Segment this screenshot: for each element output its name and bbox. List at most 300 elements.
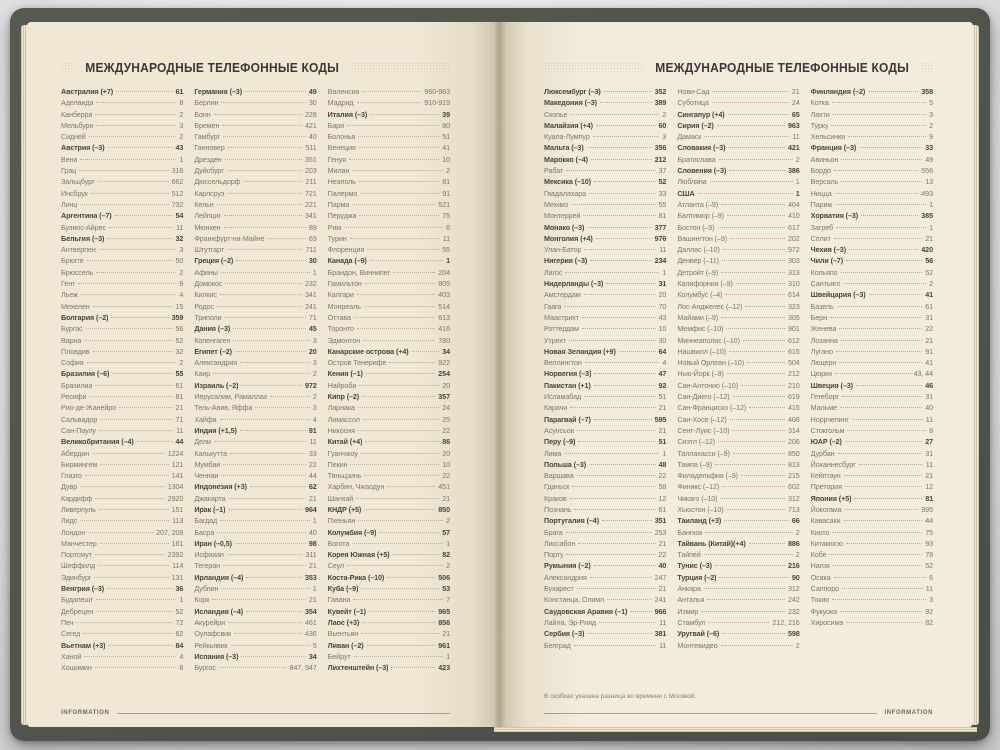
entry-label: Сидней [61, 132, 86, 142]
entry-code-value: 504 [787, 358, 800, 368]
dot-leader [856, 385, 922, 386]
country-code-row [544, 255, 666, 266]
dot-leader [223, 565, 306, 566]
country-code-row [61, 86, 183, 97]
city-code-row [677, 86, 799, 97]
entry-code-value: 21 [658, 584, 667, 594]
entry-label: Штутгарт [194, 245, 224, 255]
city-code-row [544, 425, 666, 436]
entry-code-value: 972 [304, 380, 317, 390]
dot-leader [719, 159, 793, 160]
entry-code-value: 78 [925, 550, 933, 560]
entry-code-value: 39 [442, 109, 450, 119]
entry-label: Сан-Франциско (–12) [677, 403, 747, 413]
dot-leader [235, 351, 306, 352]
dot-leader [842, 588, 923, 589]
dot-leader [365, 441, 439, 442]
entry-label: Вьетнам (+3) [61, 640, 106, 650]
city-code-row [677, 176, 799, 187]
entry-code-value: 813 [787, 459, 800, 469]
dot-leader [234, 633, 302, 634]
country-code-row [544, 86, 666, 97]
entry-code-value: 114 [172, 561, 184, 571]
dot-leader [830, 317, 922, 318]
dot-leader [95, 114, 176, 115]
dot-leader [854, 498, 922, 499]
entry-code-value: 1224 [167, 448, 184, 458]
dot-leader [838, 453, 923, 454]
entry-label: Люксембург (–3) [544, 87, 601, 96]
country-code-row [544, 97, 666, 108]
entry-label: Даллас (–10) [677, 245, 720, 255]
country-code-row [328, 504, 450, 515]
entry-code-value: 389 [654, 98, 667, 108]
entry-label: Тайпей [677, 550, 701, 560]
entry-label: Турция (–2) [677, 572, 717, 582]
entry-code-value: 206 [787, 437, 800, 447]
entry-label: Тунис (–3) [677, 561, 712, 571]
entry-label: Нигерия (–3) [544, 256, 588, 266]
entry-label: Гданьск [544, 482, 570, 492]
city-code-row [677, 481, 799, 492]
dot-leader [96, 272, 176, 273]
dot-leader [602, 520, 652, 521]
entry-code-value: 20 [308, 346, 317, 356]
dot-leader [869, 294, 923, 295]
city-code-row [61, 425, 183, 436]
city-code-row [544, 131, 666, 142]
dot-leader [369, 611, 435, 612]
entry-label: Рабат [544, 166, 564, 176]
dot-leader [600, 102, 652, 103]
entry-label: Сан-Диего (–12) [677, 392, 730, 402]
entry-code-value: 7 [446, 595, 450, 605]
entry-code-value: 961 [438, 640, 450, 650]
city-code-row [544, 335, 666, 346]
entry-code-value: 241 [654, 595, 667, 605]
entry-label: Гамбург [194, 132, 221, 142]
entry-label: Кейптаун [810, 471, 841, 481]
entry-code-value: 614 [787, 290, 800, 300]
entry-code-value: 2 [795, 154, 800, 164]
entry-code-value: 10 [442, 459, 450, 469]
dot-leader [721, 317, 785, 318]
entry-label: Каир [194, 369, 211, 379]
city-code-row [544, 594, 666, 605]
entry-label: Португалия (–4) [544, 516, 599, 526]
city-code-row [544, 504, 666, 515]
entry-code-value: 34 [308, 651, 317, 661]
entry-label: КНДР (+5) [327, 504, 362, 514]
country-code-row [811, 493, 933, 504]
dot-leader [704, 136, 789, 137]
dot-leader [344, 227, 443, 228]
entry-label: Чили (–7) [810, 256, 843, 266]
city-code-row [194, 560, 316, 571]
entry-code-value: 451 [438, 482, 450, 492]
dot-leader [745, 306, 785, 307]
country-code-row [811, 210, 933, 221]
entry-label: Копьяпо [810, 267, 838, 277]
entry-label: Никосия [327, 425, 355, 435]
entry-label: Бари [327, 120, 344, 130]
entry-code-value: 62 [308, 482, 317, 492]
dot-leader [833, 565, 922, 566]
entry-code-value: 1 [179, 154, 184, 164]
dot-leader [361, 453, 439, 454]
entry-code-value: 27 [925, 437, 933, 447]
dot-leader [593, 136, 660, 137]
city-code-row [194, 176, 316, 187]
header-ornament [351, 63, 450, 73]
entry-label: Сиэтл (–12) [677, 437, 716, 447]
page-stack-edge-left [21, 25, 27, 725]
country-code-row [194, 425, 316, 436]
dot-leader [107, 588, 172, 589]
dot-leader [749, 407, 785, 408]
dot-leader [220, 520, 310, 521]
entry-code-value: 910-919 [424, 98, 450, 108]
entry-code-value: 556 [921, 166, 933, 176]
country-code-row [328, 368, 450, 379]
entry-code-value: 11 [659, 245, 667, 255]
entry-label: Токио [810, 595, 830, 605]
entry-label: Румыния (–2) [544, 561, 591, 571]
entry-label: Бангкок [677, 527, 703, 537]
entry-label: Афины [194, 267, 218, 277]
city-code-row [544, 301, 666, 312]
entry-label: Монтевидео [677, 640, 718, 650]
city-code-row [194, 515, 316, 526]
city-code-row [677, 154, 799, 165]
city-code-row [328, 176, 450, 187]
country-code-row [61, 583, 183, 594]
entry-label: Турин [327, 233, 347, 243]
entry-code-value: 341 [304, 290, 317, 300]
entry-label: Македония (–3) [544, 98, 597, 108]
entry-code-value: 141 [171, 471, 184, 481]
entry-code-value: 4 [179, 651, 184, 661]
entry-code-value: 11 [176, 425, 184, 435]
dot-leader [370, 260, 443, 261]
entry-code-value: 314 [787, 425, 800, 435]
entry-label: Грац [61, 166, 77, 176]
dot-leader [859, 464, 923, 465]
country-code-row [677, 109, 799, 120]
city-code-row [811, 448, 933, 459]
city-code-row [194, 470, 316, 481]
entry-code-value: 2392 [167, 550, 184, 560]
city-code-row [194, 459, 316, 470]
country-code-row [677, 188, 799, 199]
entry-label: Канада (–9) [327, 256, 367, 266]
city-code-row [677, 323, 799, 334]
city-code-row [544, 470, 666, 481]
entry-label: Тайвань (Китай)(+4) [677, 538, 746, 548]
city-code-row [677, 199, 799, 210]
entry-label: Гуанчжоу [327, 448, 358, 458]
dot-leader [412, 351, 440, 352]
city-code-row [544, 188, 666, 199]
entry-label: Остров Тенерифе [327, 358, 387, 368]
entry-code-value: 49 [308, 87, 317, 96]
country-code-row [544, 154, 666, 165]
city-code-row [544, 402, 666, 413]
entry-label: Гаага [544, 301, 562, 311]
dot-leader [840, 407, 922, 408]
entry-label: Ченнаи [194, 471, 219, 481]
entry-code-value: 30 [658, 335, 667, 345]
entry-label: Финляндия (–2) [810, 87, 866, 96]
city-code-row [811, 131, 933, 142]
city-code-row [61, 289, 183, 300]
city-code-row [194, 142, 316, 153]
city-code-row [194, 199, 316, 210]
dot-leader [849, 249, 918, 250]
phone-codes-columns-right [544, 86, 933, 651]
entry-label: Аргентина (–7) [61, 211, 112, 221]
city-code-row [677, 233, 799, 244]
city-code-row [61, 549, 183, 560]
city-code-row [677, 267, 799, 278]
city-code-row [677, 493, 799, 504]
dot-leader [363, 419, 439, 420]
entry-label: Кардифф [61, 493, 93, 503]
dot-leader [85, 475, 169, 476]
city-code-row [328, 301, 450, 312]
entry-code-value: 2920 [167, 493, 184, 503]
entry-code-value: 3 [179, 245, 184, 255]
entry-label: Тяньцзинь [327, 471, 362, 481]
entry-label: Миннеаполис (–10) [677, 335, 740, 345]
dot-leader [221, 588, 309, 589]
entry-label: Новый Орлеан (–10) [677, 358, 744, 368]
dot-leader [708, 622, 769, 623]
entry-code-value: 41 [442, 143, 450, 153]
footer-label: INFORMATION [884, 710, 933, 716]
city-code-row [677, 357, 799, 368]
dot-leader [729, 170, 785, 171]
entry-label: Сербия (–3) [544, 629, 585, 639]
entry-code-value: 21 [791, 87, 800, 96]
dot-leader [357, 294, 435, 295]
entry-code-value: 847, 947 [289, 663, 317, 673]
dot-leader [225, 159, 302, 160]
entry-label: Иерусалим, Рамаллах [194, 392, 268, 402]
entry-label: Александрия [194, 358, 238, 368]
city-code-row [811, 527, 933, 538]
entry-code-value: 207, 208 [156, 527, 184, 537]
entry-label: Денвер (–11) [677, 256, 719, 266]
phone-code-column [811, 86, 933, 651]
city-code-row [61, 617, 183, 628]
footer-rule [544, 713, 877, 714]
entry-label: Таиланд (+3) [677, 516, 722, 526]
entry-code-value: 66 [791, 516, 800, 526]
entry-code-value: 232 [304, 279, 317, 289]
city-code-row [194, 527, 316, 538]
dot-leader [839, 328, 922, 329]
city-code-row [328, 233, 450, 244]
city-code-row [194, 222, 316, 233]
dot-leader [223, 464, 306, 465]
city-code-row [61, 278, 183, 289]
dot-leader [363, 340, 435, 341]
dot-leader [359, 385, 439, 386]
dot-leader [95, 498, 164, 499]
city-code-row [328, 515, 450, 526]
entry-label: Бразилия (–6) [61, 369, 110, 379]
dot-leader [95, 385, 172, 386]
entry-label: Милан [327, 166, 350, 176]
dot-leader [839, 362, 922, 363]
city-code-row [677, 594, 799, 605]
entry-label: Мехелен [61, 301, 90, 311]
entry-code-value: 32 [175, 233, 184, 243]
dot-leader [84, 656, 176, 657]
entry-code-value: 11 [659, 617, 667, 627]
entry-label: Брюгге [61, 256, 84, 266]
entry-label: Родос [194, 301, 214, 311]
entry-label: София [61, 358, 84, 368]
entry-label: Познань [544, 504, 572, 514]
dot-leader [845, 441, 922, 442]
entry-label: Осака [810, 572, 831, 582]
city-code-row [61, 165, 183, 176]
entry-label: Бургос [194, 663, 216, 673]
dot-leader [832, 532, 922, 533]
city-code-row [328, 199, 450, 210]
city-code-row [811, 549, 933, 560]
entry-code-value: 1 [446, 651, 450, 661]
entry-code-value: 3 [312, 358, 317, 368]
dot-leader [698, 193, 793, 194]
city-code-row [194, 414, 316, 425]
entry-label: Карачи [544, 403, 568, 413]
city-code-row [61, 244, 183, 255]
city-code-row [61, 470, 183, 481]
city-code-row [61, 176, 183, 187]
dot-leader [861, 215, 918, 216]
entry-label: Мадрид [327, 98, 354, 108]
city-code-row [544, 323, 666, 334]
entry-label: Парагвай (–7) [544, 414, 591, 424]
dot-leader [704, 588, 785, 589]
entry-label: Монтеррей [544, 211, 581, 221]
dot-leader [566, 170, 655, 171]
entry-label: Пхеньян [327, 516, 356, 526]
dot-leader [569, 340, 656, 341]
entry-label: Монголия (+4) [544, 233, 593, 243]
dot-leader [243, 181, 302, 182]
entry-label: Индонезия (+3) [194, 482, 247, 492]
entry-code-value: 22 [925, 324, 933, 334]
dot-leader [570, 498, 656, 499]
dot-leader [241, 385, 302, 386]
entry-label: Кобе [810, 550, 827, 560]
entry-label: Карлсруэ [194, 188, 225, 198]
entry-code-value: 52 [658, 177, 667, 187]
entry-label: Иран (–0,5) [194, 538, 232, 548]
dot-leader [730, 419, 785, 420]
dot-leader [95, 667, 177, 668]
dot-leader [720, 498, 784, 499]
country-code-row [677, 560, 799, 571]
city-code-row [677, 606, 799, 617]
entry-label: Кувейт (–1) [327, 606, 366, 616]
entry-code-value: 91 [925, 346, 933, 356]
city-code-row [328, 323, 450, 334]
dot-leader [224, 215, 302, 216]
entry-code-value: 131 [171, 572, 184, 582]
entry-label: Брюссель [61, 267, 94, 277]
entry-label: Саудовская Аравия (–1) [544, 606, 628, 616]
entry-label: Стамбул [677, 617, 706, 627]
city-code-row [811, 594, 933, 605]
city-code-row [811, 538, 933, 549]
entry-code-value: 964 [304, 504, 317, 514]
city-code-row [61, 538, 183, 549]
country-code-row [811, 380, 933, 391]
city-code-row [61, 188, 183, 199]
entry-code-value: 31 [925, 312, 933, 322]
entry-label: Калгари [327, 290, 354, 300]
city-code-row [328, 86, 450, 97]
dot-leader [358, 136, 439, 137]
entry-label: Парма [327, 199, 350, 209]
city-code-row [328, 335, 450, 346]
entry-code-value: 25 [442, 414, 450, 424]
entry-code-value: 341 [304, 211, 317, 221]
dot-leader [589, 193, 656, 194]
city-code-row [61, 459, 183, 470]
city-code-row [328, 594, 450, 605]
city-code-row [677, 414, 799, 425]
entry-label: Испания (–3) [194, 651, 239, 661]
header-ornament [544, 63, 643, 73]
country-code-row [677, 142, 799, 153]
entry-code-value: 1 [312, 584, 317, 594]
entry-code-value: 1 [662, 267, 667, 277]
city-code-row [811, 323, 933, 334]
entry-label: Флоренция [327, 245, 365, 255]
entry-code-value: 721 [304, 188, 317, 198]
entry-label: Кения (–1) [327, 369, 363, 379]
dot-leader [99, 249, 177, 250]
city-code-row [61, 448, 183, 459]
entry-label: Дрезден [194, 154, 222, 164]
entry-code-value: 30 [308, 256, 317, 266]
dot-leader [848, 136, 926, 137]
entry-code-value: 1 [795, 188, 800, 198]
dot-leader [741, 385, 785, 386]
dot-leader [591, 159, 652, 160]
country-code-row [544, 120, 666, 131]
country-code-row [811, 142, 933, 153]
entry-label: Нидерланды (–3) [544, 279, 604, 289]
dot-leader [217, 204, 302, 205]
entry-code-value: 5 [929, 98, 933, 108]
country-code-row [328, 109, 450, 120]
dot-leader [108, 645, 172, 646]
dot-leader [578, 543, 655, 544]
dot-leader [359, 147, 439, 148]
dot-leader [225, 283, 302, 284]
entry-label: Ливерпуль [61, 504, 96, 514]
country-code-row [194, 572, 316, 583]
entry-code-value: 254 [438, 369, 450, 379]
notebook-cover [10, 8, 990, 741]
